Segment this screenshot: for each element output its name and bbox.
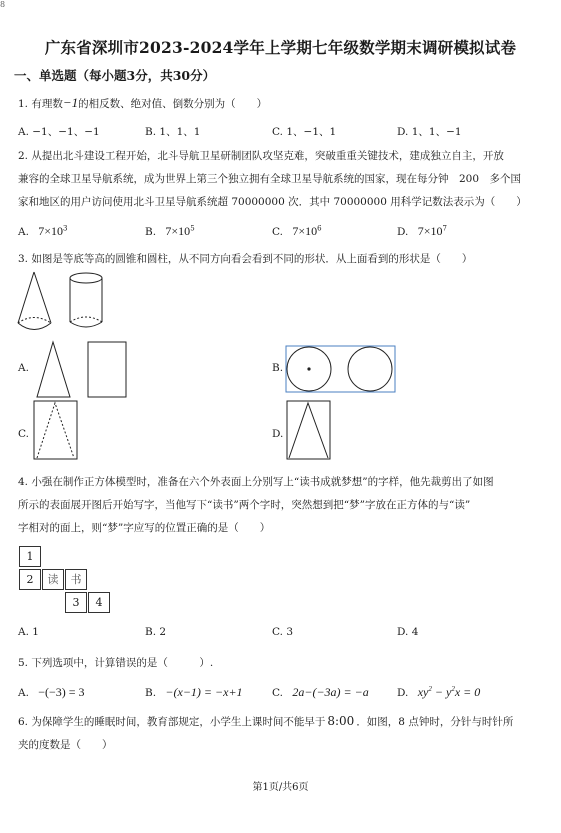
q2-option-a [18, 224, 68, 239]
q5-d-term-2: − y [431, 685, 452, 699]
net-cell-1: 1 [19, 546, 41, 567]
net-cell-3: 3 [65, 592, 87, 613]
q1-stem-text: 1. 有理数 [18, 98, 63, 110]
q5-c-label: C. [272, 687, 283, 699]
q3-option-b-label: B. [272, 362, 284, 374]
page-footer: 第1页/共6页 [252, 782, 309, 793]
cone-shape [18, 272, 51, 330]
triangle-shape [37, 342, 70, 397]
q5-option-d [397, 685, 480, 700]
q4-option-d: D. 4 [397, 626, 419, 638]
q5-b-expr: −(x−1) = −x+1 [165, 685, 243, 699]
q3-stem: 3. 如图是等底等高的圆锥和圆柱，从不同方向看会看到不同的形状．从上面看到的形状是（ ） [18, 253, 473, 265]
dashed-triangle-shape [37, 403, 74, 458]
q6-time: 8:00 [327, 714, 355, 728]
q3-option-a-figure [35, 340, 135, 400]
rectangle-shape [34, 401, 77, 459]
q2-option-d [397, 224, 447, 239]
q6-line-1 [18, 714, 513, 729]
cone-cylinder-figure [14, 270, 114, 335]
q5-d-term-1: xy [417, 685, 429, 699]
q2-option-b [145, 224, 195, 239]
q5-b-label: B. [145, 687, 157, 699]
q2-d-base: 7×10 [417, 224, 443, 238]
q2-line-1: 2. 从提出北斗建设工程开始，北斗导航卫星研制团队攻坚克难，突破重重关键技术，建成独立自主，开放 [18, 150, 504, 162]
q4-line-3: 字相对的面上，则“梦”字应写的位置正确的是（ ） [18, 522, 271, 534]
q4-line-2: 所示的表面展开图后开始写字，当他写下“读书”两个字时，突然想到把“梦”字放在正方体的与“读” [18, 499, 471, 511]
q5-option-c [272, 685, 369, 700]
q5-c-expr: 2a−(−3a) = −a [292, 685, 369, 699]
q3-option-d-figure [286, 400, 332, 462]
net-cell-read: 读 [42, 569, 64, 590]
net-cell-4: 4 [88, 592, 110, 613]
q2-c-exp: 6 [317, 224, 322, 233]
q6-text: 6. 为保障学生的睡眠时间，教育部规定，小学生上课时间不能早于 [18, 716, 326, 728]
q3-option-d-label: D. [272, 428, 284, 440]
selection-box [286, 346, 395, 392]
q1-option-d: D. 1、1、−1 [397, 126, 462, 138]
q1-number: −1 [62, 95, 79, 110]
q2-a-label: A. [18, 226, 29, 238]
q2-b-exp: 5 [190, 224, 195, 233]
q2-c-base: 7×10 [292, 224, 318, 238]
q2-d-exp: 7 [442, 224, 447, 233]
rectangle-shape [88, 342, 126, 397]
q1-option-a: A. −1、−1、−1 [18, 126, 100, 138]
q5-stem: 5. 下列选项中，计算错误的是（ ）. [18, 657, 214, 669]
cylinder-shape [70, 273, 102, 327]
q1-stem-tail: 的相反数、绝对值、倒数分别为（ ） [78, 98, 268, 110]
q5-d-exp-1: 2 [428, 685, 432, 693]
q6-text-tail: ．如图，8 点钟时，分针与时针所 [356, 716, 514, 728]
q3-option-c-label: C. [18, 428, 29, 440]
q2-line-2: 兼容的全球卫星导航系统，成为世界上第三个独立拥有全球卫星导航系统的国家，现在每分钟 200 多个国 [18, 173, 522, 185]
q5-option-a [18, 685, 85, 700]
q4-line-1: 4. 小强在制作正方体模型时，准备在六个外表面上分别写上“读书成就梦想”的字样，他先裁剪出了如图 [18, 476, 494, 488]
page-title: 广东省深圳市2023-2024学年上学期七年级数学期末调研模拟试卷 [44, 38, 517, 57]
q3-option-a-label: A. [18, 362, 29, 374]
q1-option-b: B. 1、1、1 [145, 126, 201, 138]
q6-line-2: 夹的度数是（ ） [18, 739, 113, 751]
q5-d-term-3: x = 0 [454, 685, 481, 699]
q2-b-base: 7×10 [165, 224, 191, 238]
triangle-shape [289, 403, 328, 458]
q5-d-label: D. [397, 687, 409, 699]
q2-option-c [272, 224, 322, 239]
q5-a-expr: −(−3) = 3 [38, 685, 85, 699]
q5-a-label: A. [18, 687, 29, 699]
center-dot [307, 367, 310, 370]
q5-d-exp-2: 2 [451, 685, 455, 693]
net-cell-book: 书 [65, 569, 87, 590]
q5-option-b [145, 685, 243, 700]
q4-option-a: A. 1 [18, 626, 39, 638]
circle-shape [348, 347, 392, 391]
q2-b-label: B. [145, 226, 157, 238]
q4-option-b: B. 2 [145, 626, 167, 638]
corner-mark: 8 [0, 0, 6, 9]
q2-d-label: D. [397, 226, 409, 238]
q1-option-c: C. 1、−1、1 [272, 126, 337, 138]
q2-a-base: 7×10 [38, 224, 64, 238]
q3-option-b-figure [285, 345, 397, 395]
q4-option-c: C. 3 [272, 626, 294, 638]
rectangle-shape [287, 401, 330, 459]
cube-net [19, 546, 119, 616]
q2-c-label: C. [272, 226, 283, 238]
q5-d-expr [418, 685, 481, 699]
section-heading: 一、单选题（每小题3分，共30分） [14, 68, 216, 83]
question-1-stem [18, 96, 267, 111]
q3-option-c-figure [33, 400, 79, 462]
net-cell-2: 2 [19, 569, 41, 590]
q2-a-exp: 3 [63, 224, 68, 233]
q2-line-3: 家和地区的用户访问使用北斗卫星导航系统超 70000000 次．其中 70000000 用科学记数法表示为（ ） [18, 196, 527, 208]
